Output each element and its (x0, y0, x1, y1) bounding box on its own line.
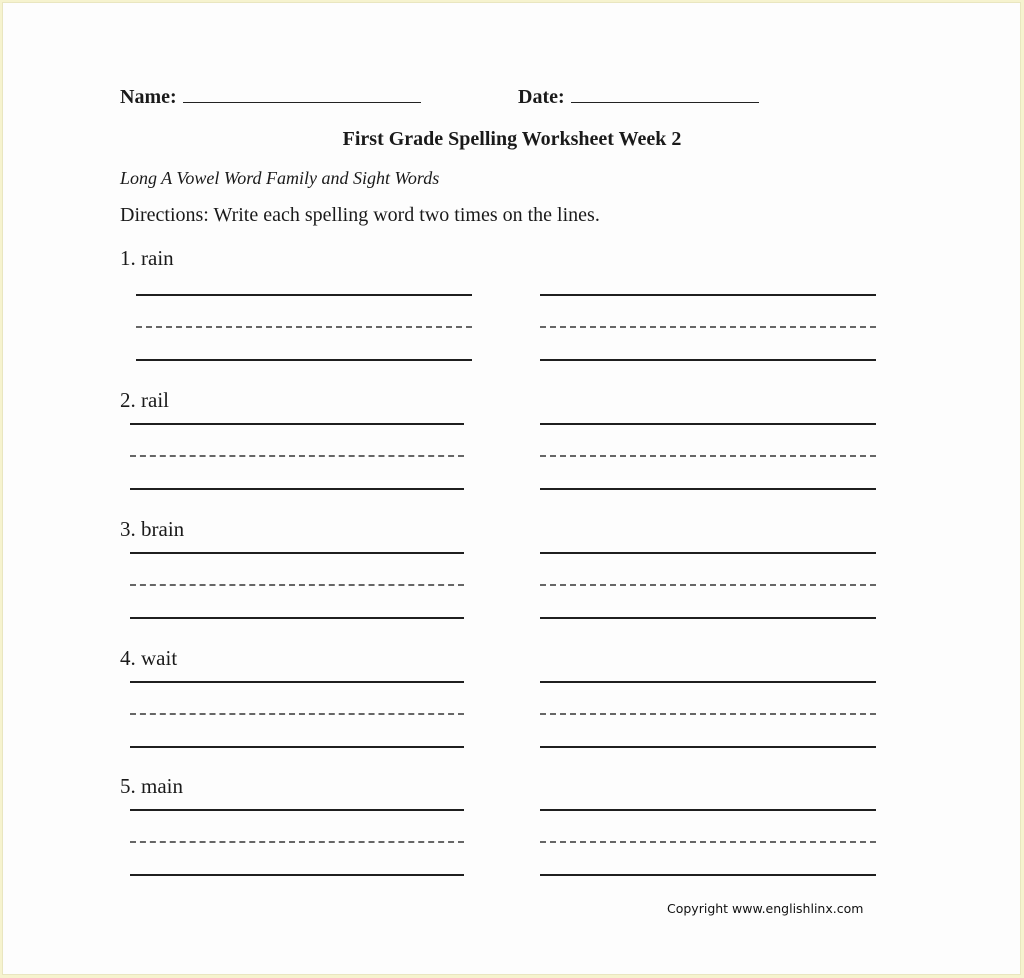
word-block-2 (120, 388, 880, 516)
worksheet-subtitle: Long A Vowel Word Family and Sight Words (120, 168, 440, 188)
writing-line-top[interactable] (540, 809, 876, 811)
writing-line-mid (540, 455, 876, 457)
word-block-5 (120, 774, 880, 902)
date-field (518, 86, 759, 109)
word-label: 4. wait (120, 646, 178, 670)
writing-line-bottom[interactable] (136, 359, 472, 361)
date-label: Date: (518, 86, 565, 108)
writing-line-bottom[interactable] (130, 488, 464, 490)
writing-line-mid (540, 584, 876, 586)
writing-line-mid (130, 713, 464, 715)
worksheet-title (0, 128, 1024, 151)
name-blank[interactable] (183, 86, 421, 103)
word-label: 5. main (120, 774, 183, 798)
writing-line-mid (130, 584, 464, 586)
writing-line-top[interactable] (130, 681, 464, 683)
writing-line-top[interactable] (540, 423, 876, 425)
writing-line-bottom[interactable] (540, 488, 876, 490)
word-label: 1. rain (120, 246, 174, 270)
writing-line-top[interactable] (540, 294, 876, 296)
name-label: Name: (120, 86, 177, 108)
writing-line-mid (540, 713, 876, 715)
writing-line-mid (540, 841, 876, 843)
writing-line-bottom[interactable] (540, 359, 876, 361)
writing-line-mid (540, 326, 876, 328)
writing-line-bottom[interactable] (130, 746, 464, 748)
writing-line-bottom[interactable] (540, 874, 876, 876)
writing-line-top[interactable] (130, 809, 464, 811)
copyright-notice: Copyright www.englishlinx.com (667, 901, 864, 916)
writing-line-top[interactable] (136, 294, 472, 296)
writing-line-mid (136, 326, 472, 328)
writing-line-bottom[interactable] (130, 617, 464, 619)
writing-line-top[interactable] (130, 423, 464, 425)
writing-line-mid (130, 455, 464, 457)
writing-line-bottom[interactable] (540, 617, 876, 619)
writing-line-mid (130, 841, 464, 843)
name-field (120, 86, 421, 108)
writing-line-top[interactable] (130, 552, 464, 554)
writing-line-top[interactable] (540, 552, 876, 554)
word-block-3 (120, 517, 880, 645)
word-block-1 (120, 246, 880, 374)
directions-text: Directions: Write each spelling word two times on the lines. (120, 204, 600, 226)
word-label: 2. rail (120, 388, 169, 412)
word-label: 3. brain (120, 517, 185, 541)
header-row (120, 86, 565, 109)
date-blank[interactable] (571, 86, 759, 103)
word-block-4 (120, 646, 880, 774)
writing-line-bottom[interactable] (130, 874, 464, 876)
title-text: First Grade Spelling Worksheet Week 2 (342, 128, 682, 150)
writing-line-bottom[interactable] (540, 746, 876, 748)
writing-line-top[interactable] (540, 681, 876, 683)
